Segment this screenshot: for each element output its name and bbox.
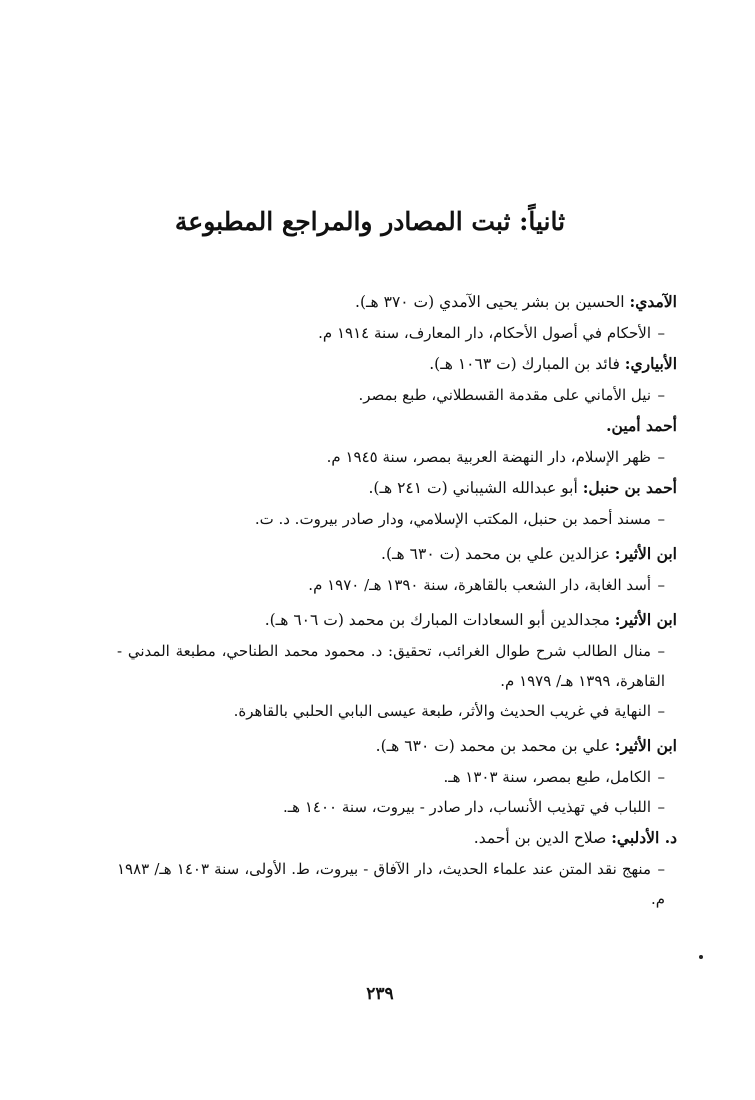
entry-work (117, 570, 677, 600)
entry-work (117, 696, 677, 726)
entry-heading (117, 606, 677, 636)
entry-author: الآمدي: (629, 292, 677, 311)
work-text: النهاية في غريب الحديث والأثر، طبعة عيسى البابي الحلبي بالقاهرة. (233, 702, 651, 720)
dash-marker: – (657, 798, 665, 816)
dash-marker: – (657, 702, 665, 720)
work-text: الأحكام في أصول الأحكام، دار المعارف، سنة ١٩١٤ م. (318, 324, 651, 342)
bibliography-list (117, 286, 677, 914)
dash-marker: – (657, 768, 665, 786)
entry-work (117, 380, 677, 410)
entry-person: عزالدين علي بن محمد (ت ٦٣٠ هـ). (381, 545, 610, 563)
bibliography-entry (117, 288, 677, 348)
entry-work (117, 636, 677, 696)
dash-marker: – (657, 324, 665, 342)
entry-person: أبو عبدالله الشيباني (ت ٢٤١ هـ). (368, 479, 578, 497)
entry-heading (117, 474, 677, 504)
entry-work (117, 442, 677, 472)
dash-marker: – (657, 576, 665, 594)
work-text: مسند أحمد بن حنبل، المكتب الإسلامي، ودار صادر بيروت. د. ت. (254, 510, 651, 528)
work-text: أسد الغابة، دار الشعب بالقاهرة، سنة ١٣٩٠ هـ/ ١٩٧٠ م. (308, 576, 651, 594)
entry-work (117, 504, 677, 534)
margin-dot (699, 955, 703, 959)
work-text: الكامل، طبع بمصر، سنة ١٣٠٣ هـ. (443, 768, 651, 786)
work-text: ظهر الإسلام، دار النهضة العربية بمصر، سنة ١٩٤٥ م. (326, 448, 651, 466)
bibliography-entry (117, 350, 677, 410)
bibliography-entry (117, 540, 677, 600)
entry-work (117, 792, 677, 822)
dash-marker: – (657, 642, 665, 660)
entry-work (117, 762, 677, 792)
entry-person: مجدالدين أبو السعادات المبارك بن محمد (ت ٦٠٦ هـ). (264, 611, 610, 629)
work-text: منال الطالب شرح طوال الغرائب، تحقيق: د. محمود محمد الطناحي، مطبعة المدني - القاهرة، ١٣٩٩ هـ/ ١٩٧٩ م. (117, 642, 665, 690)
entry-work (117, 854, 677, 914)
entry-author: ابن الأثير: (614, 544, 677, 563)
entry-author: ابن الأثير: (614, 736, 677, 755)
entry-heading (117, 824, 677, 854)
entry-person: صلاح الدين بن أحمد. (473, 829, 607, 847)
entry-heading (117, 288, 677, 318)
entry-author: أحمد بن حنبل: (582, 478, 677, 497)
dash-marker: – (657, 860, 665, 878)
work-text: اللباب في تهذيب الأنساب، دار صادر - بيروت، سنة ١٤٠٠ هـ. (283, 798, 651, 816)
entry-heading (117, 412, 677, 442)
entry-heading (117, 540, 677, 570)
entry-person: علي بن محمد بن محمد (ت ٦٣٠ هـ). (375, 737, 610, 755)
entry-author: ابن الأثير: (614, 610, 677, 629)
work-text: نيل الأماني على مقدمة القسطلاني، طبع بمصر. (358, 386, 651, 404)
entry-author: أحمد أمين. (606, 416, 677, 435)
bibliography-entry (117, 732, 677, 822)
bibliography-entry (117, 412, 677, 472)
dash-marker: – (657, 448, 665, 466)
dash-marker: – (657, 386, 665, 404)
work-text: منهج نقد المتن عند علماء الحديث، دار الآفاق - بيروت، ط. الأولى، سنة ١٤٠٣ هـ/ ١٩٨٣ م. (117, 860, 665, 908)
entry-person: الحسين بن بشر يحيى الآمدي (ت ٣٧٠ هـ). (355, 293, 625, 311)
bibliography-entry (117, 606, 677, 726)
entry-work (117, 318, 677, 348)
bibliography-entry (117, 474, 677, 534)
entry-heading (117, 350, 677, 380)
entry-author: د. الأدلبي: (611, 828, 677, 847)
page-number: ٢٣٩ (366, 984, 394, 1004)
bibliography-entry (117, 824, 677, 914)
entry-person: فائد بن المبارك (ت ١٠٦٣ هـ). (429, 355, 620, 373)
entry-heading (117, 732, 677, 762)
entry-author: الأبياري: (624, 354, 677, 373)
dash-marker: – (657, 510, 665, 528)
page-title: ثانياً: ثبت المصادر والمراجع المطبوعة (174, 206, 566, 236)
